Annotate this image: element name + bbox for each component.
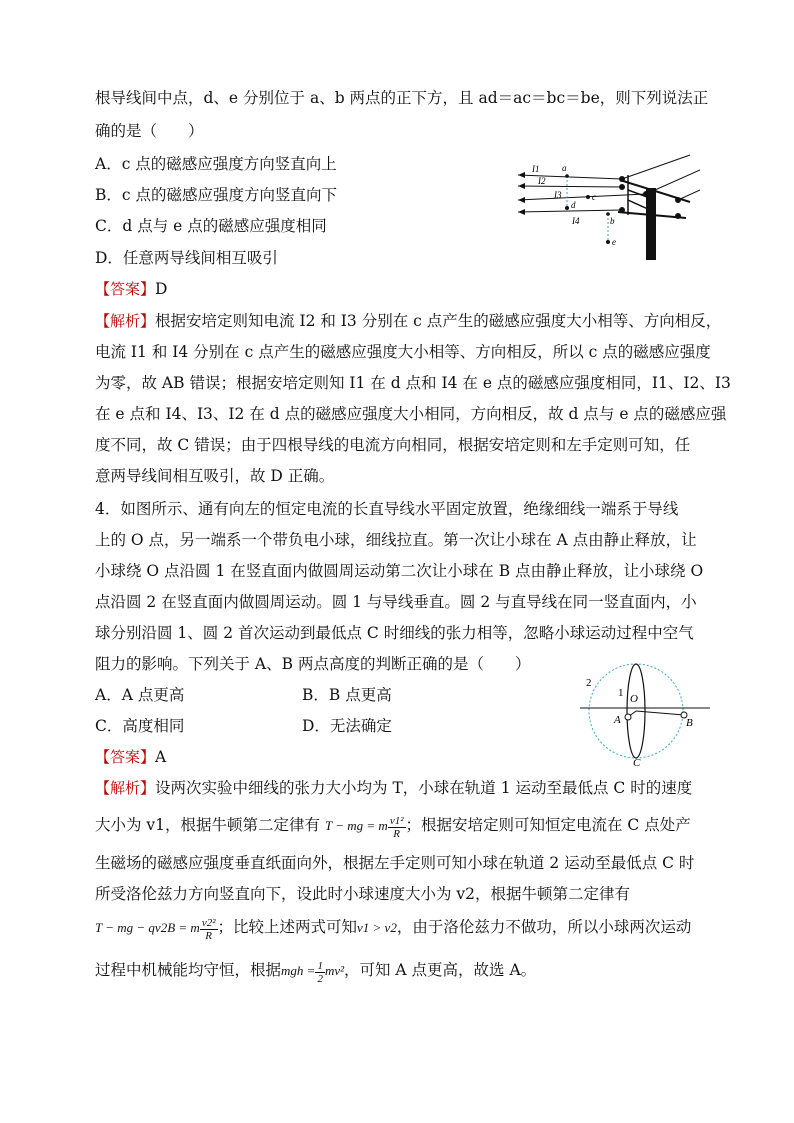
- pole-icon: [646, 188, 656, 260]
- q4-analysis-text-2b: ；根据安培定则可知恒定电流在 C 点处产: [405, 816, 691, 834]
- formula-2-left: T − mg − qv2B = m: [95, 920, 200, 935]
- formula-1-den: R: [393, 827, 401, 840]
- answer-tag: 【答案】: [95, 748, 156, 766]
- formula-4-right: mv²: [324, 963, 344, 978]
- label-I4: I4: [572, 216, 580, 226]
- q4-stem-line-1: 4．如图所示、通有向左的恒定电流的长直导线水平固定放置，绝缘细线一端系于导线: [95, 500, 679, 518]
- label-A: A: [614, 714, 621, 726]
- label-I1: I1: [532, 164, 540, 174]
- q4-stem-line-6: 阻力的影响。下列关于 A、B 两点高度的判断正确的是（ ）: [95, 655, 531, 673]
- formula-2-den: R: [205, 929, 213, 942]
- q4-analysis-text-6b: ，可知 A 点更高，故选 A。: [344, 961, 537, 979]
- q4-analysis-line-4: 所受洛伦兹力方向竖直向下，设此时小球速度大小为 v2，根据牛顿第二定律有: [95, 885, 631, 903]
- q3-analysis-line-6: 意两导线间相互吸引，故 D 正确。: [95, 467, 335, 485]
- analysis-tag: 【解析】: [95, 779, 156, 797]
- q4-stem-line-5: 球分别沿圆 1、圆 2 首次运动到最低点 C 时细线的张力相等，忽略小球运动过程中空气: [95, 624, 694, 642]
- q3-stem-line-2: 确的是（ ）: [95, 122, 204, 140]
- label-C: C: [633, 757, 641, 766]
- q3-analysis-text-1: 根据安培定则知电流 I2 和 I3 分别在 c 点产生的磁感应强度大小相等、方向相反，: [155, 312, 722, 330]
- q4-analysis-text-5a: ；比较上述两式可知: [217, 918, 358, 936]
- formula-1: [324, 814, 406, 840]
- q4-analysis-text-1: 设两次实验中细线的张力大小均为 T，小球在轨道 1 运动至最低点 C 时的速度: [155, 779, 693, 797]
- q4-option-d: D．无法确定: [302, 717, 392, 735]
- label-I3: I3: [554, 190, 562, 200]
- answer-tag: 【答案】: [95, 280, 156, 298]
- q4-answer-value: A: [155, 748, 167, 766]
- formula-4-num: 1: [317, 959, 323, 972]
- q4-option-c: C．高度相同: [95, 717, 185, 735]
- q3-option-c: C．d 点与 e 点的磁感应强度相同: [95, 217, 327, 235]
- q3-stem-line-1: 根导线间中点，d、e 分别位于 a、b 两点的正下方，且 ad＝ac＝bc＝be，则下列说法正: [95, 89, 709, 107]
- formula-3: v1 > v2: [357, 920, 397, 935]
- q3-analysis-line-2: 电流 I1 和 I4 分别在 c 点产生的磁感应强度大小相等、方向相反，所以 c 点的磁感应强度: [95, 343, 711, 361]
- label-circle-2: 2: [586, 677, 592, 689]
- label-e: e: [612, 237, 616, 247]
- q4-analysis-line-3: 生磁场的磁感应强度垂直纸面向外，根据左手定则可知小球在轨道 2 运动至最低点 C 时: [95, 854, 695, 872]
- q4-circles-figure: [580, 656, 710, 766]
- q3-answer-value: D: [155, 280, 168, 298]
- q4-stem-line-4: 点沿圆 2 在竖直面内做圆周运动。圆 1 与导线垂直。圆 2 与直导线在同一竖直面内，小: [95, 593, 697, 611]
- q3-analysis-line-5: 度不同，故 C 错误；由于四根导线的电流方向相同，根据安培定则和左手定则可知，任: [95, 436, 691, 454]
- label-circle-1: 1: [618, 687, 624, 699]
- q4-option-a: A．A 点更高: [95, 686, 185, 704]
- q3-answer: [95, 279, 167, 299]
- q4-analysis-line-2: [95, 810, 691, 841]
- q3-option-a: A．c 点的磁感应强度方向竖直向上: [95, 155, 337, 173]
- label-O: O: [630, 693, 638, 705]
- label-d: d: [571, 200, 576, 210]
- q4-analysis-text-5b: ，由于洛伦兹力不做功，所以小球两次运动: [396, 918, 692, 936]
- q3-option-d: D．任意两导线间相互吸引: [95, 249, 278, 267]
- q3-wires-figure: [510, 150, 700, 260]
- label-b: b: [610, 216, 615, 226]
- label-a: a: [562, 163, 567, 173]
- analysis-tag: 【解析】: [95, 312, 156, 330]
- formula-4: [281, 959, 344, 985]
- q4-answer: [95, 747, 166, 767]
- q4-analysis-line-1: [95, 778, 692, 798]
- formula-2-num: v2²: [201, 916, 216, 929]
- q3-option-b: B．c 点的磁感应强度方向竖直向下: [95, 186, 337, 204]
- label-B: B: [686, 717, 693, 729]
- formula-4-den: 2: [317, 972, 323, 985]
- q4-option-b: B．B 点更高: [302, 686, 392, 704]
- q4-stem-line-3: 小球绕 O 点沿圆 1 在竖直面内做圆周运动第二次让小球在 B 点由静止释放，让小球绕 O: [95, 562, 704, 580]
- formula-1-num: v1²: [389, 814, 404, 827]
- q3-analysis-line-4: 在 e 点和 I4、I3、I2 在 d 点的磁感应强度大小相同，方向相反，故 d 点与 e 点的磁感应强: [95, 405, 727, 423]
- label-I2: I2: [538, 176, 546, 186]
- q4-stem-line-2: 上的 O 点，另一端系一个带负电小球，细线拉直。第一次让小球在 A 点由静止释放，让: [95, 531, 697, 549]
- formula-1-left: T − mg = m: [324, 818, 388, 833]
- q4-analysis-text-2a: 大小为 v1，根据牛顿第二定律有: [95, 816, 321, 834]
- formula-4-left: mgh =: [281, 963, 316, 978]
- q4-analysis-line-5: [95, 912, 691, 943]
- label-c: c: [592, 192, 596, 202]
- q3-analysis-line-1: [95, 311, 721, 331]
- formula-2: [95, 916, 218, 942]
- q4-analysis-line-6: [95, 955, 536, 986]
- q3-analysis-line-3: 为零，故 AB 错误；根据安培定则知 I1 在 d 点和 I4 在 e 点的磁感应强度相同，I1、I2、I3: [95, 374, 731, 392]
- q4-analysis-text-6a: 过程中机械能均守恒，根据: [95, 961, 282, 979]
